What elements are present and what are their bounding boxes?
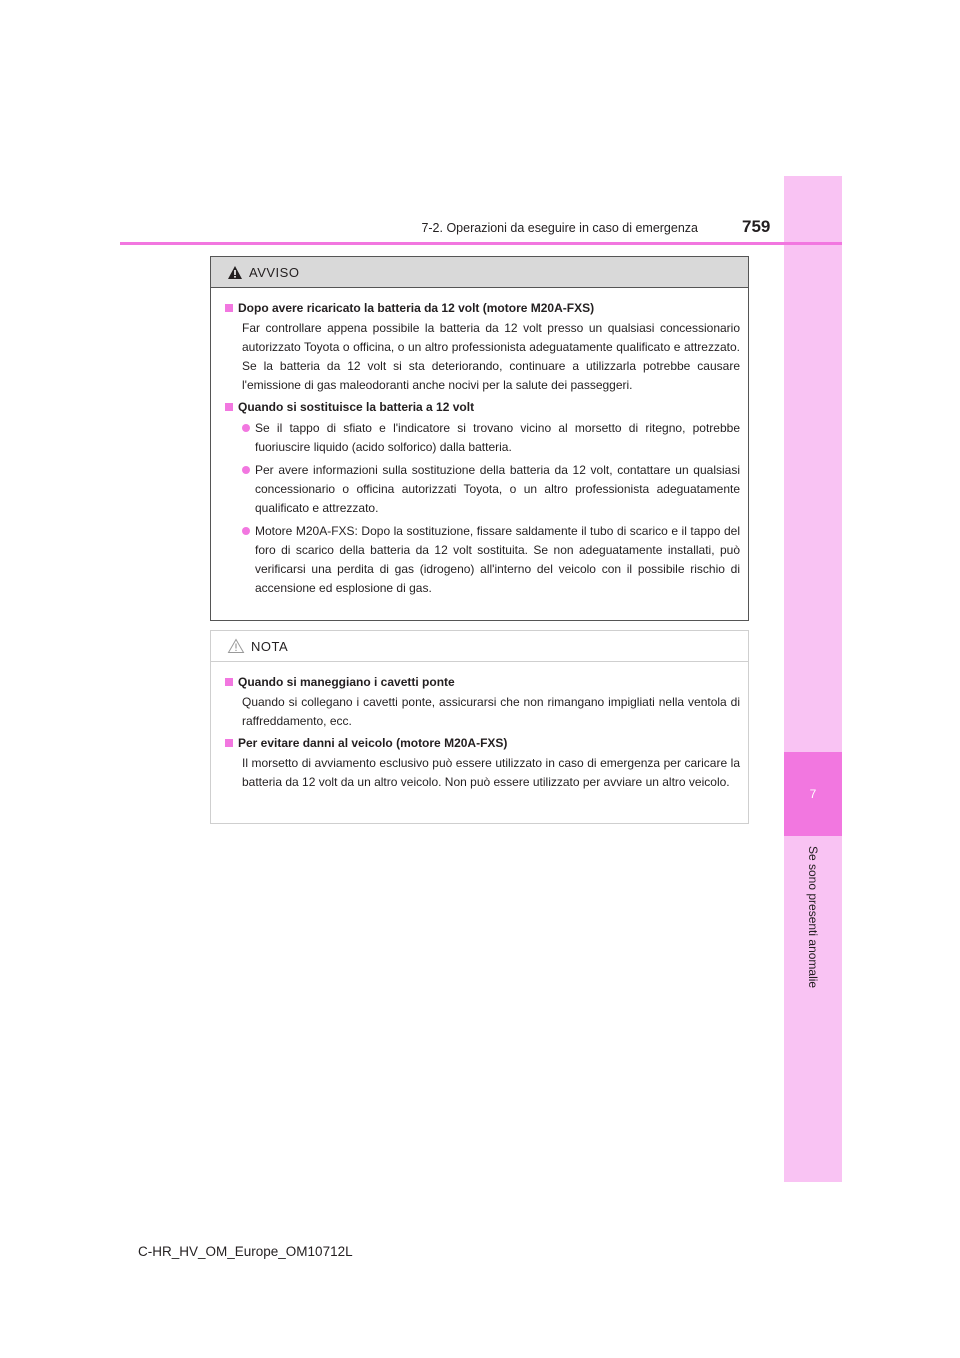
chapter-label-text: Se sono presenti anomalie (806, 846, 820, 989)
warning-bullet: Se il tappo di sfiato e l'indicatore si trovano vicino al morsetto di ritegno, potrebbe fuoriuscire liquido (acido solforico) dalla batteria. (225, 419, 740, 457)
square-bullet-icon (225, 739, 233, 747)
caution-icon (227, 638, 245, 654)
note-section-text: Il morsetto di avviamento esclusivo può essere utilizzato in caso di emergenza per caricare la batteria da 12 volt da un altro veicolo. Non può essere utilizzato per avviare un altro veicolo. (242, 756, 740, 789)
note-section-text: Quando si collegano i cavetti ponte, assicurarsi che non rimangano impigliati nella ventola di raffreddamento, ecc. (242, 695, 740, 728)
round-bullet-icon (242, 424, 250, 432)
square-bullet-icon (225, 304, 233, 312)
warning-header (211, 257, 748, 288)
document-code: C-HR_HV_OM_Europe_OM10712L (138, 1244, 353, 1259)
square-bullet-icon (225, 403, 233, 411)
note-section-title: Per evitare danni al veicolo (motore M20A-FXS) (225, 734, 740, 753)
warning-section-text: Far controllare appena possibile la batteria da 12 volt presso un qualsiasi concessionario autorizzato Toyota o officina, o un altro professionista adeguatamente qualificato e attrezzato. Se la batteria da 12 volt si sta deteriorando, continuare a utilizzarla potrebbe causare l'emissione di gas maleodoranti anche nocivi per la salute dei passeggeri. (242, 321, 740, 392)
page-number: 759 (742, 217, 771, 236)
warning-bullet: Motore M20A-FXS: Dopo la sostituzione, fissare saldamente il tubo di scarico e il tappo del foro di scarico della batteria da 12 volt sostituita. Se non adeguatamente installati, può verificarsi una perdita di gas (idrogeno) all'interno del veicolo con il possibile rischio di accensione ed esplosione di gas. (225, 522, 740, 598)
round-bullet-icon (242, 466, 250, 474)
note-section-title: Quando si maneggiano i cavetti ponte (225, 673, 740, 692)
warning-box (210, 256, 749, 621)
side-tab (784, 176, 842, 1182)
header-rule (120, 242, 842, 245)
warning-section-title: Quando si sostituisce la batteria a 12 volt (225, 398, 740, 417)
warning-section-title: Dopo avere ricaricato la batteria da 12 volt (motore M20A-FXS) (225, 299, 740, 318)
warning-title: AVVISO (249, 264, 300, 280)
warning-icon (227, 265, 243, 280)
round-bullet-icon (242, 527, 250, 535)
chapter-number: 7 (784, 752, 842, 836)
header-section-title: 7-2. Operazioni da eseguire in caso di emergenza (421, 221, 698, 235)
warning-bullet: Per avere informazioni sulla sostituzione della batteria da 12 volt, contattare un qualsiasi concessionario o officina autorizzati Toyota, o un altro professionista adeguatamente qualificato e attrezzato. (225, 461, 740, 518)
square-bullet-icon (225, 678, 233, 686)
note-header (211, 631, 748, 662)
note-title: NOTA (251, 638, 289, 654)
note-box (210, 630, 749, 824)
